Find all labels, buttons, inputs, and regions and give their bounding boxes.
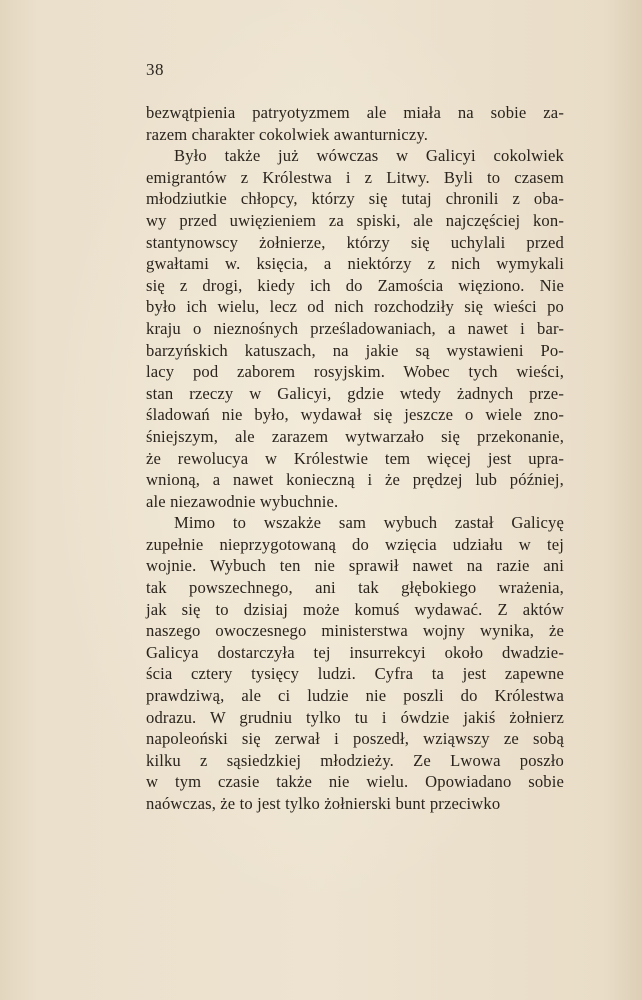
text-line: odrazu. W grudniu tylko tu i ówdzie jakiś żołnierz <box>146 707 564 727</box>
text-line: bezwątpienia patryotyzmem ale miała na sobie za- <box>146 103 564 122</box>
text-line: się z drogi, kiedy ich do Zamościa więziono. Nie <box>146 275 564 295</box>
text-line: lacy pod zaborem rosyjskim. Wobec tych wieści, <box>146 362 564 382</box>
text-line: ale niezawodnie wybuchnie. <box>146 491 339 511</box>
text-line: stan rzeczy w Galicyi, gdzie wtedy żadnych prze- <box>146 383 564 403</box>
text-line: śniejszym, ale zarazem wytwarzało się przekonanie, <box>146 426 564 446</box>
text-line: ścia cztery tysięcy ludzi. Cyfra ta jest zapewne <box>146 664 564 684</box>
text-line: barzyńskich katuszach, na jakie są wystawieni Po- <box>146 340 564 360</box>
text-line: napoleoński się zerwał i poszedł, wziąwszy ze sobą <box>146 729 564 749</box>
text-line: w tym czasie także nie wielu. Opowiadano sobie <box>146 772 564 792</box>
text-line: było ich wielu, lecz od nich rozchodziły się wieści po <box>146 297 564 317</box>
text-line: Galicya dostarczyła tej insurrekcyi około dwadzie- <box>146 642 564 662</box>
text-line: wy przed uwięzieniem za spiski, ale najczęściej kon- <box>146 210 564 230</box>
paragraph <box>146 145 564 512</box>
page-number: 38 <box>146 60 164 79</box>
text-line: emigrantów z Królestwa i z Litwy. Byli to czasem <box>146 167 564 187</box>
text-line: śladowań nie było, wydawał się jeszcze o wiele zno- <box>146 405 564 425</box>
paragraph <box>146 102 564 145</box>
text-line: Było także już wówczas w Galicyi cokolwiek <box>174 146 564 166</box>
text-line: jak się to dzisiaj może komuś wydawać. Z aktów <box>146 599 564 619</box>
text-line: że rewolucya w Królestwie tem więcej jest upra- <box>146 448 564 468</box>
text-line: zupełnie nieprzygotowaną do wzięcia udziału w tej <box>146 534 564 554</box>
text-line: naszego owoczesnego ministerstwa wojny wynika, że <box>146 621 564 641</box>
text-line: wojnie. Wybuch ten nie sprawił nawet na razie ani <box>146 556 564 576</box>
text-line: kilku z sąsiedzkiej młodzieży. Ze Lwowa poszło <box>146 750 564 770</box>
body-text <box>146 102 564 815</box>
text-line: prawdziwą, ale ci ludzie nie poszli do Królestwa <box>146 686 564 706</box>
text-line: tak powszechnego, ani tak głębokiego wrażenia, <box>146 578 564 598</box>
text-line: Mimo to wszakże sam wybuch zastał Galicyę <box>174 513 564 533</box>
text-line: gwałtami w. księcia, a niektórzy z nich wymykali <box>146 254 564 274</box>
text-line: młodziutkie chłopcy, którzy się tutaj chronili z oba- <box>146 189 564 209</box>
text-line: kraju o nieznośnych prześladowaniach, a nawet i bar- <box>146 318 564 338</box>
text-line: stantynowscy żołnierze, którzy się uchylali przed <box>146 232 564 252</box>
text-line: naówczas, że to jest tylko żołnierski bunt przeciwko <box>146 794 501 813</box>
paragraph <box>146 512 564 814</box>
text-line: razem charakter cokolwiek awanturniczy. <box>146 124 429 144</box>
text-line: wnioną, a nawet konieczną i że prędzej lub później, <box>146 470 564 490</box>
